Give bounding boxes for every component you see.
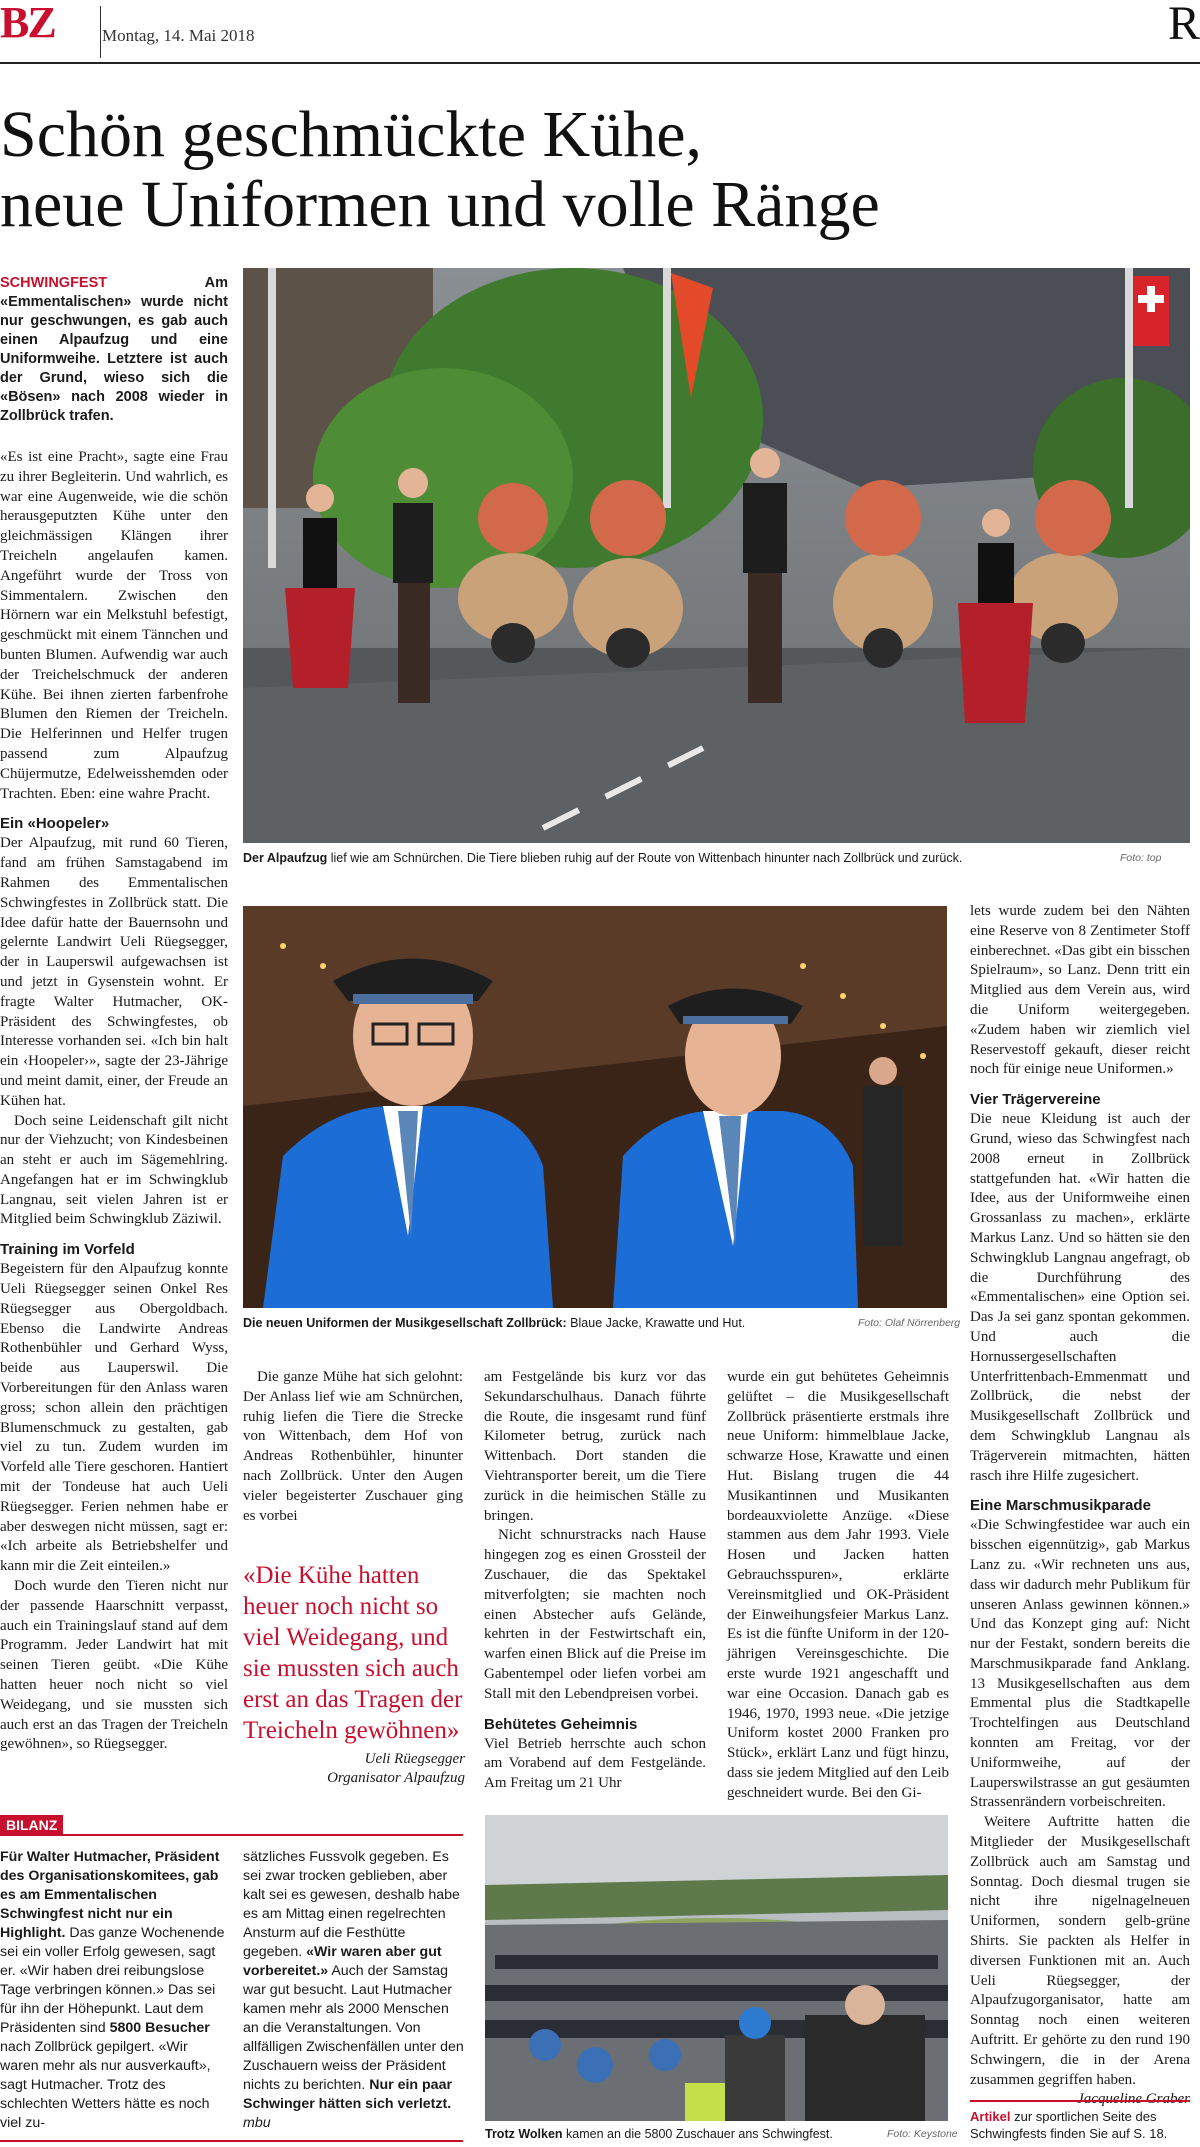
bilanz-text: nach Zollbrück gepilgert. «Wir waren mehr als nur ausverkauft», sagt Hutmacher. Trotz des schlechten Wetters hätte es noch viel zu- xyxy=(0,2039,211,2131)
bilanz-bottom-rule xyxy=(0,2140,463,2142)
photo-credit: Foto: top xyxy=(1120,852,1162,864)
footer-rule xyxy=(970,2100,1190,2102)
quote-role: Organisator Alpaufzug xyxy=(327,1770,465,1786)
bilanz-rule xyxy=(0,1834,463,1836)
body-paragraph: Der Alpaufzug, mit rund 60 Tieren, fand am frühen Samstagabend im Rahmen des Emmentalischen Schwingfestes in Zollbrück statt. Die Idee dafür hatte der Bauernsohn und gelernte Landwirt Ueli Rüegsegger, der in Lauperswil aufgewachsen ist und jetzt in Gysenstein wohnt. Er fragte Walter Hutmacher, OK-Präsident des Schwingfestes, ob Interesse vorhanden sei. «Ich bin halt ein ‹Hoopeler›», sagte der 23-Jährige und meint damit, einer, der Freude an Kühen hat. xyxy=(0,835,228,1109)
photo-arena xyxy=(485,1815,948,2121)
column-4 xyxy=(727,1368,949,1804)
body-paragraph: Die ganze Mühe hat sich gelohnt: Der Anlass lief wie am Schnürchen, ruhig liefen die Tiere die Strecke von Wittenbach, dem Hof von Andreas Rothenbühler, hinunter nach Zollbrück. Unter den Augen vieler begeisterter Zuschauer ging es vorbei xyxy=(243,1369,463,1524)
column-5 xyxy=(970,902,1190,2110)
body-paragraph: «Es ist eine Pracht», sagte eine Frau zu ihrer Begleiterin. Und wahrlich, es war eine Augenweide, wie die schön herausgeputzten Kühe unter den gleichmässigen Klängen ihrer Treicheln angelaufen kamen. Angeführt wurde der Tross von Simmentalern. Zwischen den Hörnern war ein Melkstuhl befestigt, geschmückt mit einem Tännchen und bunten Blumen. Aufwendig war auch der Treichelschmuck der anderen Kühe. Bei ihnen zierten farbenfrohe Blumen den Riemen der Treicheln. Die Helferinnen und Helfer trugen passend zum Alpaufzug Chüjermutze, Edelweisshemden oder Trachten. Eben: eine wahre Pracht. xyxy=(0,449,228,802)
caption-uniformen xyxy=(243,1315,843,1331)
body-paragraph: Nicht schnurstracks nach Hause hingegen zog es einen Grossteil der Zuschauer, die das Spektakel mitverfolgten; sie machten noch einen Abstecher aufs Gelände, kehrten in der Festwirtschaft ein, warfen einen Blick auf die Preise im Gabentempel oder liefen vorbei am Stall mit den Lebendpreisen vorbei. xyxy=(484,1527,706,1702)
caption-bold: Die neuen Uniformen der Musikgesellschaft Zollbrück: xyxy=(243,1316,567,1330)
photo-uniformen xyxy=(243,906,947,1308)
body-paragraph: Die neue Kleidung ist auch der Grund, wieso das Schwingfest nach 2008 erneut in Zollbrück stattgefunden hat. «Wir hatten die Idee, aus der Uniformweihe einen Grossanlass zu machen», erklärte Markus Lanz. Und so hätten sie den Schwingklub Langnau angefragt, ob die Durchführung des «Emmentalischen» eine Option sei. Das Ja sei ganz spontan gekommen. Und auch die Hornussergesellschaften Unterfrittenbach-Emmenmatt und Zollbrück, die nebst der Musikgesellschaft Zollbrück und dem Schwingklub Langnau als Trägerverein mitmachten, hätten rasch ihre Hilfe zugesichert. xyxy=(970,1111,1190,1484)
caption-arena xyxy=(485,2126,865,2142)
quote-name: Ueli Rüegsegger xyxy=(364,1751,465,1767)
body-paragraph: wurde ein gut behütetes Geheimnis gelüftet – die Musikgesellschaft Zollbrück präsentierte erstmals ihre neue Uniform: himmelblaue Jacke, schwarze Hose, Krawatte und einen Hut. Bislang trugen die 44 Musikantinnen und Musikanten bordeauxviolette Anzüge. «Diese stammen aus dem Jahr 1993. Viele Hosen und Jacken hatten Gebrauchsspuren», erklärte Vereinsmitglied und OK-Präsident der Einweihungsfeier Markus Lanz. Es ist die fünfte Uniform in der 120-jährigen Vereinsgeschichte. Die erste wurde 1921 angeschafft und war eine Occasion. Danach gab es 1946, 1970, 1993 neue. «Die jetzige Uniform kostet 2000 Franken pro Stück», erklärt Lanz und fügt hinzu, dass sie jedem Mitglied auf den Leib geschneidert wurde. Bei den Gi- xyxy=(727,1369,949,1801)
column-3 xyxy=(484,1368,706,1794)
kicker: SCHWINGFEST xyxy=(0,275,108,291)
subhead-hoopeler: Ein «Hoopeler» xyxy=(0,815,110,833)
column-1 xyxy=(0,274,228,1755)
body-paragraph: «Die Schwingfestidee war auch ein bisschen eigennützig», gab Markus Lanz zu. «Wir rechneten uns aus, dass wir dadurch mehr Publikum für unseren Anlass gewinnen können.» Und das Konzept ging auf: Nicht nur der Festakt, sondern bereits die Marschmusikparade fand Anklang. 13 Musikgesellschaften aus dem Emmental plus die Stadtkapelle Trochtelfingen aus Deutschland konnten am Freitag, vor der Uniformweihe, auf der Lauperswilstrasse an gut gesäumten Strassenrändern vorbeischreiten. xyxy=(970,1517,1190,1811)
caption-bold: Trotz Wolken xyxy=(485,2127,563,2141)
lead-text: Am «Emmentalischen» wurde nicht nur geschwungen, es gab auch einen Alpaufzug und eine Uniformweihe. Letztere ist auch der Grund, wieso sich die «Bösen» nach 2008 wieder in Zollbrück trafen. xyxy=(0,275,228,424)
column-2 xyxy=(243,1368,463,1526)
bilanz-highlight: «Wir waren aber gut vorbereitet.» xyxy=(243,1944,442,1979)
photo-credit: Foto: Olaf Nörrenberg xyxy=(858,1317,961,1329)
issue-date: Montag, 14. Mai 2018 xyxy=(102,26,255,45)
bilanz-lead: Für Walter Hutmacher, Präsident des Organisationskomitees, gab es am Emmentalischen Schwingfest nicht nur ein Highlight. xyxy=(0,1849,220,1941)
pointer-text: zur sportlichen Seite des Schwingfests finden Sie auf S. 18. xyxy=(970,2109,1168,2141)
body-paragraph: am Festgelände bis kurz vor das Sekundarschulhaus. Danach führte die Route, die insgesamt rund fünf Kilometer betrug, zurück nach Wittenbach. Dort standen die Viehtransporter bereit, um die Tiere zurück in die heimischen Ställe zu bringen. xyxy=(484,1369,706,1524)
subhead-training: Training im Vorfeld xyxy=(0,1241,135,1259)
body-paragraph: Begeistern für den Alpaufzug konnte Ueli Rüegsegger seinen Onkel Res Rüegsegger aus Obergoldbach. Ebenso die Landwirte Andreas Rothenbühler und Gerhard Wyss, beide aus Lauperswil. Die Vorbereitungen für den Anlass waren gross; schon allein den prächtigen Blumenschmuck zu gestalten, gab viel zu tun. Zudem wurden im Vorfeld alle Tiere geschoren. Hantiert mit der Tondeuse hat auch Ueli Rüegsegger. Ferien nehmen habe er aber deswegen nicht müssen, sagt er: «Ich arbeite als Betriebshelfer und kann mir die Zeit einteilen.» xyxy=(0,1261,228,1575)
bilanz-author: mbu xyxy=(243,2115,271,2131)
headline-line-2: neue Uniformen und volle Ränge xyxy=(0,168,880,241)
logo: BZ xyxy=(0,0,55,47)
body-paragraph: Doch seine Leidenschaft gilt nicht nur der Viehzucht; von Kindesbeinen an steht er auch im Sägemehlring. Angefangen hat er im Schwingklub Langnau, seit vielen Jahren ist er Mitglied beim Schwingklub Zäziwil. xyxy=(0,1112,228,1228)
bilanz-column-1 xyxy=(0,1848,226,2133)
bilanz-column-2 xyxy=(243,1848,465,2133)
subhead-traegervereine: Vier Trägervereine xyxy=(970,1091,1101,1109)
bilanz-tag: BILANZ xyxy=(0,1815,63,1835)
caption-text: kamen an die 5800 Zuschauer ans Schwingfest. xyxy=(566,2127,833,2141)
subhead-geheimnis: Behütetes Geheimnis xyxy=(484,1715,638,1733)
photo-alpaufzug xyxy=(243,268,1190,843)
body-paragraph: lets wurde zudem bei den Nähten eine Reserve von 8 Zentimeter Stoff einberechnet. «Das gibt ein bisschen Spielraum», so Lanz. Denn tritt ein Mitglied aus dem Verein aus, wird die Uniform weitergegeben. «Zudem haben wir ziemlich viel Reservestoff gekauft, dieser reicht noch für einige neue Uniformen.» xyxy=(970,903,1190,1078)
uniformen-image xyxy=(243,906,947,1308)
lead-paragraph xyxy=(0,274,228,426)
headline-line-1: Schön geschmückte Kühe, xyxy=(0,98,702,171)
body-paragraph: Viel Betrieb herrschte auch schon am Vorabend auf dem Festgelände. Am Freitag um 21 Uhr xyxy=(484,1735,706,1792)
bilanz-text: sätzliches Fussvolk gegeben. Es sei zwar trocken geblieben, aber kalt sei es gewesen, deshalb habe es am Mittag einen regelrechten Ansturm auf die Festhütte gegeben. xyxy=(243,1849,460,1960)
caption-alpaufzug xyxy=(243,850,1103,866)
caption-bold: Der Alpaufzug xyxy=(243,851,328,865)
bilanz-highlight: 5800 Besucher xyxy=(109,2020,210,2036)
bilanz-text: Auch der Samstag war gut besucht. Laut Hutmacher kamen mehr als 2000 Menschen an die Veranstaltungen. Von allfälligen Zwischenfällen unter den Zuschauern weiss der Präsident nichts zu berichten. xyxy=(243,1963,464,2093)
pull-quote xyxy=(243,1560,465,1788)
masthead-rule xyxy=(0,62,1200,64)
caption-text: lief wie am Schnürchen. Die Tiere blieben ruhig auf der Route von Wittenbach hinunter nach Zollbrück und zurück. xyxy=(330,851,963,865)
masthead-divider xyxy=(100,6,101,58)
bilanz-text: Das ganze Wochenende sei ein voller Erfolg gewesen, sagt er. «Wir haben drei reibungslose Tage verbringen können.» Das sei für ihn der Höhepunkt. Laut dem Präsidenten sind xyxy=(0,1925,225,2036)
headline xyxy=(0,100,1200,240)
pointer-label: Artikel xyxy=(970,2109,1011,2124)
alpaufzug-image xyxy=(243,268,1190,843)
section-mark: R xyxy=(1168,0,1200,50)
caption-text: Blaue Jacke, Krawatte und Hut. xyxy=(570,1316,746,1330)
subhead-marschmusikparade: Eine Marschmusikparade xyxy=(970,1497,1151,1515)
bilanz-highlight: Nur ein paar Schwinger hätten sich verletzt. xyxy=(243,2077,452,2112)
arena-image xyxy=(485,1815,948,2121)
body-paragraph: Doch wurde den Tieren nicht nur der passende Haarschnitt verpasst, auch ein Trainingslauf stand auf dem Programm. Jeder Landwirt hat mit seinen Tieren geübt. «Die Kühe hatten heuer noch nicht so viel Weidegang, und sie mussten sich auch erst an das Tragen der Treicheln gewöhnen», so Rüegsegger. xyxy=(0,1578,228,1753)
article-pointer xyxy=(970,2108,1190,2142)
body-paragraph: Weitere Auftritte hatten die Mitglieder der Musikgesellschaft Zollbrück auch am Samstag und Sonntag. Doch diesmal trugen sie nicht ihre nigelnagelneuen Uniformen, sondern gelb-grüne Shirts. Sie packten als Helfer in diversen Funktionen mit an. Auch Ueli Rüegsegger, der Alpaufzugorganisator, hatte am Sonntag noch einen weiteren Auftritt. Er gehörte zu den rund 190 Schwingern, die in der Arena zusammen gegriffen haben. xyxy=(970,1814,1190,2088)
photo-credit: Foto: Keystone xyxy=(887,2128,958,2140)
quote-text: «Die Kühe hatten heuer noch nicht so viel Weidegang, und sie mussten sich auch erst an das Tragen der Treicheln gewöhnen» xyxy=(243,1562,463,1744)
